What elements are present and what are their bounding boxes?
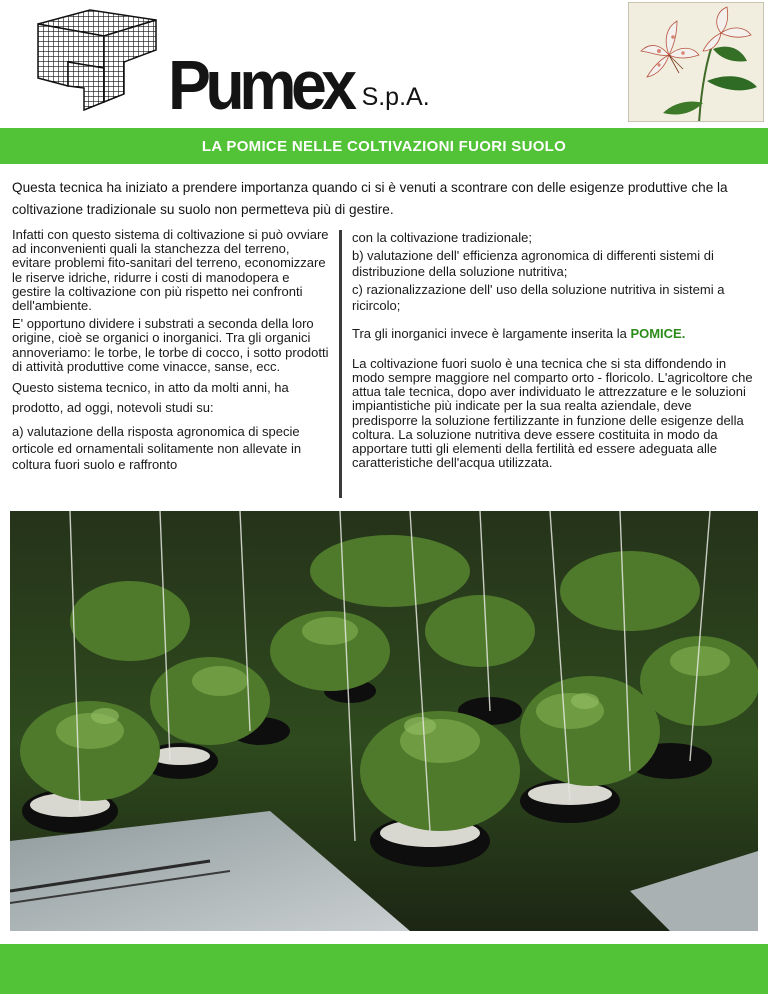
pomice-intro-text: Tra gli inorganici invece è largamente inserita la xyxy=(352,325,631,341)
right-paragraph-2: b) valutazione dell' efficienza agronomica di differenti sistemi di distribuzione della soluzione nutritiva; xyxy=(352,247,714,279)
intro-paragraph: Questa tecnica ha iniziato a prendere importanza quando ci si è venuti a scontrare con delle esigenze produttive che la coltivazione tradizionale su suolo non permetteva più di gestire. xyxy=(12,180,728,217)
page-title: LA POMICE NELLE COLTIVAZIONI FUORI SUOLO xyxy=(201,137,567,155)
column-divider xyxy=(339,230,342,498)
right-column xyxy=(352,230,756,474)
left-paragraph-2: E' opportuno dividere i substrati a seconda della loro origine, cioè se organici o inorganici. Tra gli organici annoveriamo: le torbe, le torbe di cocco, i sotto prodotti di attività produttive come vinacce, sanse, ecc. xyxy=(12,316,329,374)
brand-name: Pumex xyxy=(168,46,352,124)
right-paragraph-1: con la coltivazione tradizionale; xyxy=(352,230,532,245)
lily-illustration xyxy=(628,2,764,122)
brand-suffix: S.p.A. xyxy=(361,83,430,111)
pepper-plants-image xyxy=(10,511,758,931)
brand-wordmark xyxy=(168,40,430,124)
right-paragraph-4 xyxy=(352,327,756,341)
right-paragraph-3: c) razionalizzazione dell' uso della soluzione nutritiva in sistemi a ricircolo; xyxy=(352,281,725,313)
lily-icon xyxy=(629,3,764,122)
footer-bar xyxy=(0,944,768,994)
title-banner xyxy=(0,128,768,164)
right-paragraph-5: La coltivazione fuori suolo è una tecnica che si sta diffondendo in modo sempre maggiore nel comparto orto - floricolo. L'agricoltore che attua tale tecnica, dopo aver individuato le attrezzature e le soluzioni impiantistiche più indicate per la sua realta aziendale, deve predisporre la soluzione fertilizzante in funzione delle esigenze della coltura. La soluzione nutritiva deve essere costituita in modo da apportare tutti gli elementi della fertilità ed essere adeguata alle caratteristiche dell'acqua utilizzata. xyxy=(352,355,753,471)
greenhouse-photo xyxy=(10,511,758,931)
pumex-cube-logo xyxy=(28,6,168,116)
left-paragraph-4: a) valutazione della risposta agronomica di specie orticole ed ornamentali solitamente non allevate in coltura fuori suolo e raffronto xyxy=(12,424,302,473)
left-paragraph-1: Infatti con questo sistema di coltivazione si può ovviare ad inconvenienti quali la stanchezza del terreno, evitare problemi fito-sanitari del terreno, economizzare le riserve idriche, ridurre i costi di manodopera e gestire la coltivazione con più rispetto nei confronti dell'ambiente. xyxy=(12,227,329,314)
left-column xyxy=(12,228,332,478)
left-paragraph-3: Questo sistema tecnico, in atto da molti anni, ha prodotto, ad oggi, notevoli studi su: xyxy=(12,380,289,416)
pomice-highlight: POMICE. xyxy=(630,325,686,341)
